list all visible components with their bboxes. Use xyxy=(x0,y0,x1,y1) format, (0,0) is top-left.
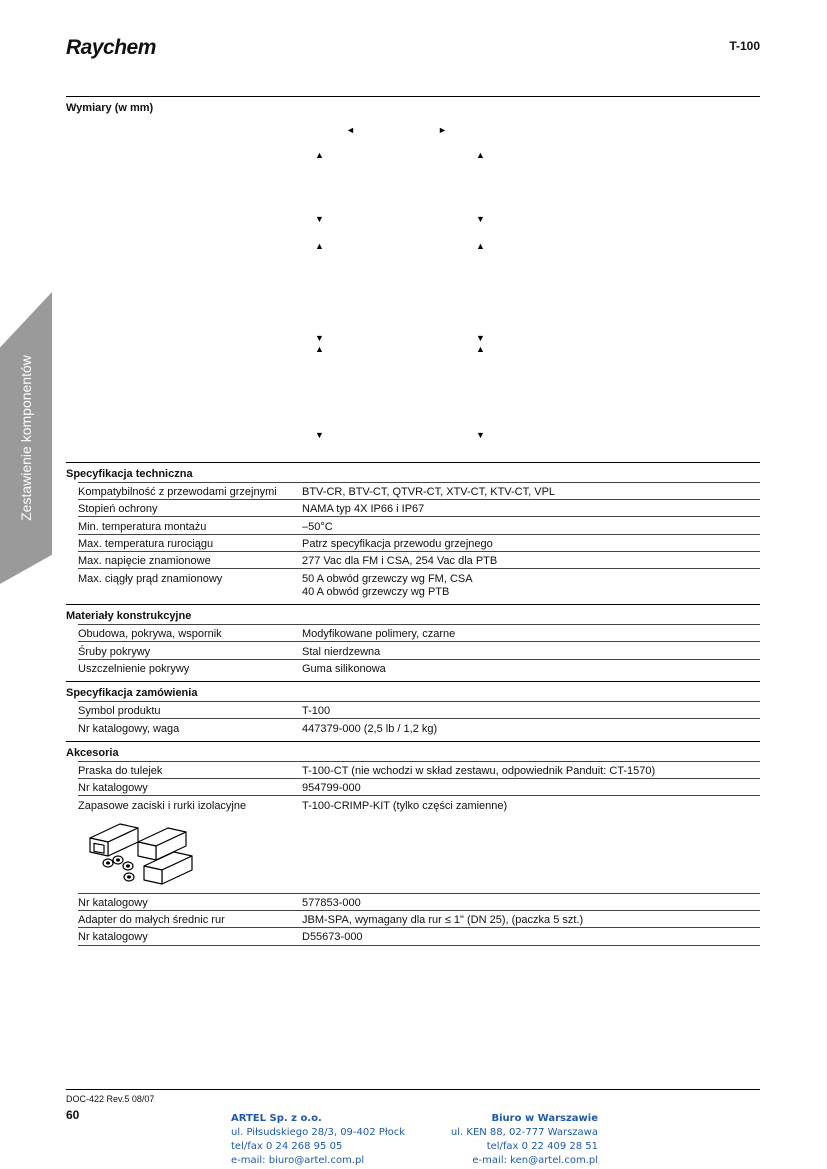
side-tab-label: Zestawienie komponentów xyxy=(18,355,34,521)
row-divider xyxy=(78,641,760,642)
footer-divider xyxy=(66,1089,760,1090)
row-divider xyxy=(78,551,760,552)
row-divider xyxy=(78,910,760,911)
row-divider xyxy=(78,516,760,517)
accessories-row-value: 577853-000 xyxy=(302,897,361,909)
section-divider xyxy=(66,681,760,682)
materials-row-label: Obudowa, pokrywa, wspornik xyxy=(78,628,222,640)
row-divider xyxy=(78,927,760,928)
company-phone: tel/fax 0 24 268 95 05 xyxy=(231,1141,343,1152)
office-contact xyxy=(451,1112,598,1168)
dimension-arrow-down: ▼ xyxy=(476,214,485,224)
dimension-arrow-down: ▼ xyxy=(476,333,485,343)
tech-row-value: 50 A obwód grzewczy wg FM, CSA xyxy=(302,573,473,585)
row-divider xyxy=(78,659,760,660)
materials-row-label: Śruby pokrywy xyxy=(78,646,151,658)
company-contact xyxy=(231,1112,405,1168)
order-row-value: T-100 xyxy=(302,705,331,717)
row-divider xyxy=(78,795,760,796)
accessories-row-value: T-100-CT (nie wchodzi w skład zestawu, odpowiednik Panduit: CT-1570) xyxy=(302,765,656,777)
doc-revision: DOC-422 Rev.5 08/07 xyxy=(66,1094,155,1104)
office-address: ul. KEN 88, 02-777 Warszawa xyxy=(450,1127,598,1138)
accessories-row-label: Nr katalogowy xyxy=(78,782,148,794)
tech-row-label: Max. temperatura rurociągu xyxy=(78,538,214,550)
dimension-arrow-up: ▲ xyxy=(476,150,485,160)
accessories-row-value: T-100-CRIMP-KIT (tylko części zamienne) xyxy=(302,800,508,812)
dimension-arrow-down: ▼ xyxy=(315,430,324,440)
section-divider xyxy=(66,462,760,463)
tech-row-value: –50°C xyxy=(302,521,333,533)
materials-row-value: Stal nierdzewna xyxy=(302,646,381,658)
page-number: 60 xyxy=(66,1108,80,1122)
row-divider xyxy=(78,624,760,625)
row-divider xyxy=(78,893,760,894)
dimension-arrow-up: ▲ xyxy=(315,241,324,251)
dimension-arrow-up: ▲ xyxy=(315,150,324,160)
dimension-arrow-down: ▼ xyxy=(476,430,485,440)
order-row-label: Nr katalogowy, waga xyxy=(78,723,180,735)
row-divider xyxy=(78,499,760,500)
header-divider xyxy=(66,96,760,97)
dimension-arrow-left: ◄ xyxy=(346,125,355,135)
tech-row-value: NAMA typ 4X IP66 i IP67 xyxy=(302,503,425,515)
dimensions-title: Wymiary (w mm) xyxy=(66,102,154,114)
dimension-arrow-down: ▼ xyxy=(315,214,324,224)
accessories-row-label: Zapasowe zaciski i rurki izolacyjne xyxy=(78,800,247,812)
row-divider xyxy=(78,718,760,719)
tech-row-label: Stopień ochrony xyxy=(78,503,158,515)
accessories-row-label: Nr katalogowy xyxy=(78,897,148,909)
row-divider xyxy=(78,568,760,569)
dimension-arrow-up: ▲ xyxy=(476,241,485,251)
company-address: ul. Piłsudskiego 28/3, 09-402 Płock xyxy=(231,1127,406,1138)
materials-title: Materiały konstrukcyjne xyxy=(66,610,192,622)
dimension-arrow-right: ► xyxy=(438,125,447,135)
tech-row-value-second-line: 40 A obwód grzewczy wg PTB xyxy=(302,586,450,598)
accessories-title: Akcesoria xyxy=(66,747,119,759)
row-divider xyxy=(78,534,760,535)
tech-row-value: BTV-CR, BTV-CT, QTVR-CT, XTV-CT, KTV-CT, VPL xyxy=(302,486,556,498)
tech-row-label: Kompatybilność z przewodami grzejnymi xyxy=(78,486,277,498)
materials-row-value: Modyfikowane polimery, czarne xyxy=(302,628,456,640)
dimension-arrow-up: ▲ xyxy=(315,344,324,354)
accessories-row-value: JBM-SPA, wymagany dla rur ≤ 1" (DN 25), (paczka 5 szt.) xyxy=(302,914,584,926)
crimp-kit-illustration xyxy=(86,816,200,888)
tech-row-value: 277 Vac dla FM i CSA, 254 Vac dla PTB xyxy=(302,555,498,567)
order-spec-title: Specyfikacja zamówienia xyxy=(66,687,198,699)
company-email[interactable]: e-mail: biuro@artel.com.pl xyxy=(231,1155,365,1166)
dimension-arrow-down: ▼ xyxy=(315,333,324,343)
materials-row-value: Guma silikonowa xyxy=(302,663,386,675)
office-email[interactable]: e-mail: ken@artel.com.pl xyxy=(472,1155,598,1166)
tech-row-label: Max. napięcie znamionowe xyxy=(78,555,211,567)
row-divider xyxy=(78,761,760,762)
row-divider xyxy=(78,945,760,946)
office-name: Biuro w Warszawie xyxy=(491,1113,598,1124)
tech-row-value: Patrz specyfikacja przewodu grzejnego xyxy=(302,538,493,550)
row-divider xyxy=(78,778,760,779)
accessories-row-label: Praska do tulejek xyxy=(78,765,163,777)
section-divider xyxy=(66,604,760,605)
tech-spec-title: Specyfikacja techniczna xyxy=(66,468,193,480)
accessories-row-value: D55673-000 xyxy=(302,931,363,943)
tech-row-label: Max. ciągły prąd znamionowy xyxy=(78,573,223,585)
tech-row-label: Min. temperatura montażu xyxy=(78,521,207,533)
document-code: T-100 xyxy=(729,39,760,53)
dimension-arrow-up: ▲ xyxy=(476,344,485,354)
row-divider xyxy=(78,701,760,702)
company-name: ARTEL Sp. z o.o. xyxy=(231,1113,322,1124)
accessories-row-value: 954799-000 xyxy=(302,782,361,794)
materials-row-label: Uszczelnienie pokrywy xyxy=(78,663,190,675)
order-row-value: 447379-000 (2,5 lb / 1,2 kg) xyxy=(302,723,438,735)
brand-logo: Raychem xyxy=(66,36,156,59)
accessories-row-label: Nr katalogowy xyxy=(78,931,148,943)
office-phone: tel/fax 0 22 409 28 51 xyxy=(486,1141,598,1152)
section-divider xyxy=(66,741,760,742)
row-divider xyxy=(78,482,760,483)
accessories-row-label: Adapter do małych średnic rur xyxy=(78,914,225,926)
order-row-label: Symbol produktu xyxy=(78,705,161,717)
